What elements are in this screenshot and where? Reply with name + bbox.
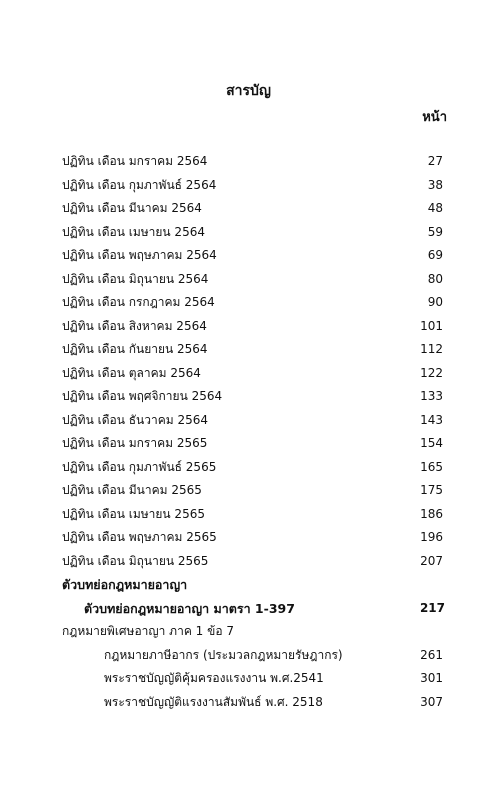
toc-entry-page: 196 bbox=[420, 530, 443, 544]
toc-entry-title: ปฏิทิน เดือน มิถุนายน 2564 bbox=[62, 271, 209, 286]
toc-entry-title: ปฏิทิน เดือน กันยายน 2564 bbox=[62, 342, 208, 356]
toc-entry-page: 207 bbox=[420, 553, 443, 568]
toc-entry-page: 90 bbox=[427, 295, 443, 309]
toc-row[interactable] bbox=[0, 338, 497, 362]
toc-row[interactable] bbox=[0, 385, 497, 409]
toc-row[interactable] bbox=[0, 315, 497, 339]
page-title: สารบัญ bbox=[226, 83, 271, 99]
toc-row[interactable] bbox=[0, 244, 497, 268]
toc-row[interactable] bbox=[0, 174, 497, 198]
toc-entry-page: 69 bbox=[427, 248, 443, 262]
toc-entry-title: ปฏิทิน เดือน เมษายน 2565 bbox=[62, 506, 205, 521]
toc-row[interactable] bbox=[0, 268, 497, 292]
toc-row[interactable] bbox=[0, 432, 497, 456]
special-item-page: 307 bbox=[420, 694, 443, 709]
toc-entry-page: 48 bbox=[427, 201, 443, 215]
toc-entry-title: ปฏิทิน เดือน กุมภาพันธ์ 2564 bbox=[62, 177, 217, 192]
special-item-page: 301 bbox=[420, 671, 443, 685]
toc-entry-page: 143 bbox=[420, 412, 443, 427]
toc-entry-page: 186 bbox=[420, 506, 443, 521]
section-sub-title: ตัวบทย่อกฎหมายอาญา มาตรา 1-397 bbox=[84, 600, 295, 616]
toc-entry-page: 101 bbox=[420, 318, 443, 333]
toc-special-row[interactable] bbox=[0, 667, 497, 691]
toc-special-row[interactable] bbox=[0, 691, 497, 715]
toc-entry-title: ปฏิทิน เดือน ตุลาคม 2564 bbox=[62, 365, 201, 380]
toc-entry-title: ปฏิทิน เดือน ธันวาคม 2564 bbox=[62, 412, 209, 427]
toc-entry-page: 122 bbox=[420, 365, 443, 380]
toc-row[interactable] bbox=[0, 526, 497, 550]
toc-entry-page: 27 bbox=[427, 154, 443, 168]
toc-entry-page: 154 bbox=[420, 436, 443, 450]
toc-entry-page: 175 bbox=[420, 483, 443, 497]
toc-entry-page: 80 bbox=[427, 271, 443, 286]
toc-entry-page: 59 bbox=[427, 224, 443, 239]
toc-entry-title: ปฏิทิน เดือน กรกฎาคม 2564 bbox=[62, 295, 215, 309]
toc-entry-title: ปฏิทิน เดือน มกราคม 2564 bbox=[62, 154, 208, 168]
toc-entry-page: 112 bbox=[420, 342, 443, 356]
toc-row[interactable] bbox=[0, 479, 497, 503]
special-item-title: กฎหมายภาษีอากร (ประมวลกฎหมายรัษฎากร) bbox=[104, 647, 343, 662]
toc-entry-title: ปฏิทิน เดือน พฤษภาคม 2564 bbox=[62, 248, 217, 262]
toc-entry-title: ปฏิทิน เดือน มีนาคม 2564 bbox=[62, 201, 202, 215]
section-heading-title: ตัวบทย่อกฎหมายอาญา bbox=[62, 577, 188, 592]
page-column-header: หน้า bbox=[422, 110, 447, 125]
toc-special-row[interactable] bbox=[0, 644, 497, 668]
toc-entry-title: ปฏิทิน เดือน มกราคม 2565 bbox=[62, 436, 208, 450]
toc-row[interactable] bbox=[0, 456, 497, 480]
toc-entry-title: ปฏิทิน เดือน พฤษภาคม 2565 bbox=[62, 530, 217, 544]
toc-row[interactable] bbox=[0, 409, 497, 433]
toc-row[interactable] bbox=[0, 150, 497, 174]
toc-entry-page: 133 bbox=[420, 389, 443, 403]
toc-special-heading[interactable] bbox=[0, 620, 497, 644]
toc-row[interactable] bbox=[0, 291, 497, 315]
toc-entry-title: ปฏิทิน เดือน มีนาคม 2565 bbox=[62, 483, 202, 497]
special-item-title: พระราชบัญญัติแรงงานสัมพันธ์ พ.ศ. 2518 bbox=[104, 694, 323, 709]
toc-row[interactable] bbox=[0, 550, 497, 574]
toc-row[interactable] bbox=[0, 197, 497, 221]
special-heading-title: กฎหมายพิเศษอาญา ภาค 1 ข้อ 7 bbox=[62, 624, 234, 638]
section-sub-page: 217 bbox=[419, 600, 445, 615]
special-item-page: 261 bbox=[420, 647, 443, 662]
toc-entry-title: ปฏิทิน เดือน สิงหาคม 2564 bbox=[62, 318, 207, 333]
toc-row[interactable] bbox=[0, 362, 497, 386]
toc-row[interactable] bbox=[0, 221, 497, 245]
toc-entry-page: 165 bbox=[420, 459, 443, 474]
toc-row[interactable] bbox=[0, 503, 497, 527]
toc-section-heading[interactable] bbox=[0, 573, 497, 597]
toc-entry-title: ปฏิทิน เดือน กุมภาพันธ์ 2565 bbox=[62, 459, 217, 474]
toc-entry-title: ปฏิทิน เดือน มิถุนายน 2565 bbox=[62, 553, 209, 568]
table-of-contents bbox=[0, 150, 497, 714]
toc-entry-title: ปฏิทิน เดือน พฤศจิกายน 2564 bbox=[62, 389, 223, 403]
toc-entry-page: 38 bbox=[427, 177, 443, 192]
special-item-title: พระราชบัญญัติคุ้มครองแรงงาน พ.ศ.2541 bbox=[104, 671, 324, 685]
toc-entry-title: ปฏิทิน เดือน เมษายน 2564 bbox=[62, 224, 205, 239]
toc-section-sub-row[interactable] bbox=[0, 597, 497, 621]
